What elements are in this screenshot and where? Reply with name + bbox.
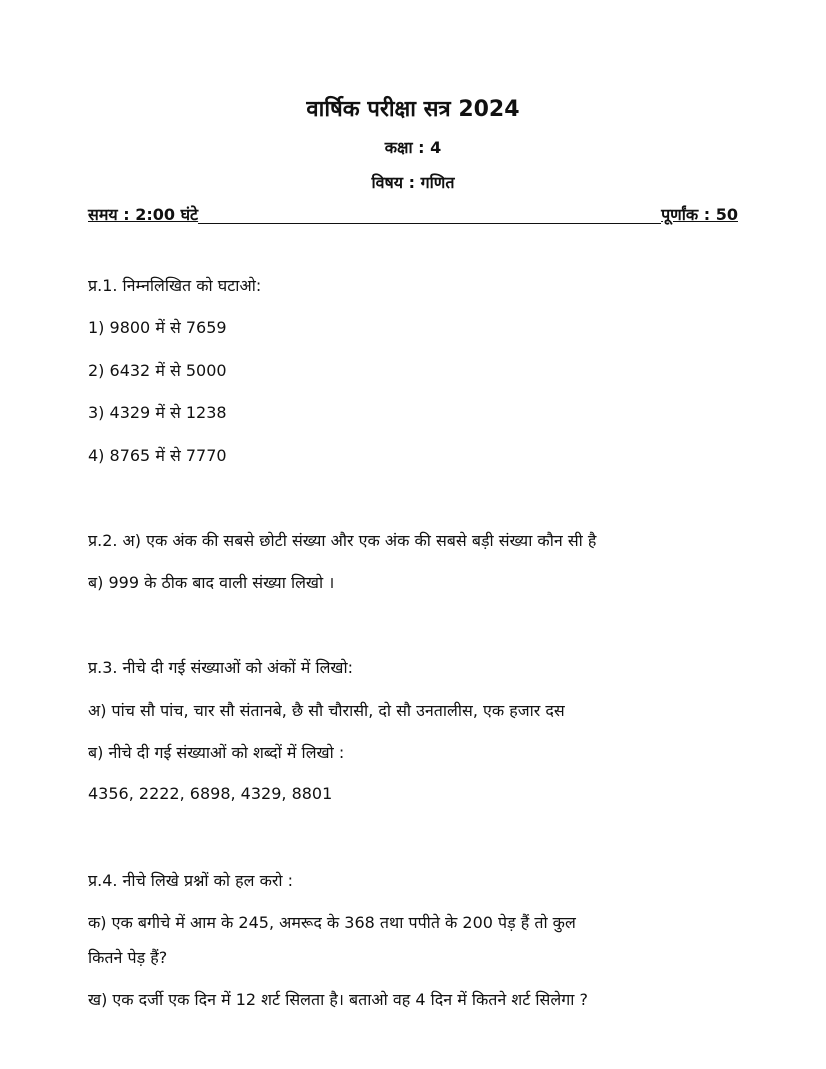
- max-marks-label: पूर्णांक : 50: [661, 205, 738, 224]
- q3-prompt: प्र.3. नीचे दी गई संख्याओं को अंकों में लिखो:: [88, 658, 354, 677]
- q4-part-kh: ख) एक दर्जी एक दिन में 12 शर्ट सिलता है। बताओ वह 4 दिन में कितने शर्ट सिलेगा ?: [88, 990, 588, 1009]
- q3-part-b: ब) नीचे दी गई संख्याओं को शब्दों में लिखो :: [88, 743, 345, 762]
- q4-part-k-line1: क) एक बगीचे में आम के 245, अमरूद के 368 तथा पपीते के 200 पेड़ हैं तो कुल: [88, 913, 576, 932]
- q4-prompt: प्र.4. नीचे लिखे प्रश्नों को हल करो :: [88, 871, 294, 890]
- q1-prompt: प्र.1. निम्नलिखित को घटाओ:: [88, 276, 262, 295]
- class-line: कक्षा : 4: [384, 138, 442, 157]
- q4-part-k-line2: कितने पेड़ हैं?: [88, 948, 168, 967]
- q1-item-2: 2) 6432 में से 5000: [88, 361, 227, 380]
- q3-numbers: 4356, 2222, 6898, 4329, 8801: [88, 784, 333, 803]
- time-label: समय : 2:00 घंटे: [88, 205, 199, 224]
- time-marks-row: [88, 203, 738, 225]
- exam-title: वार्षिक परीक्षा सत्र 2024: [306, 97, 520, 122]
- q1-item-3: 3) 4329 में से 1238: [88, 403, 227, 422]
- subject-line: विषय : गणित: [371, 173, 455, 192]
- q2-part-b: ब) 999 के ठीक बाद वाली संख्या लिखो ।: [88, 573, 335, 592]
- q1-item-4: 4) 8765 में से 7770: [88, 446, 227, 465]
- q2-part-a: प्र.2. अ) एक अंक की सबसे छोटी संख्या और एक अंक की सबसे बड़ी संख्या कौन सी है: [88, 531, 597, 550]
- q1-item-1: 1) 9800 में से 7659: [88, 318, 227, 337]
- q3-part-a: अ) पांच सौ पांच, चार सौ संतानबे, छै सौ चौरासी, दो सौ उनतालीस, एक हजार दस: [88, 701, 565, 720]
